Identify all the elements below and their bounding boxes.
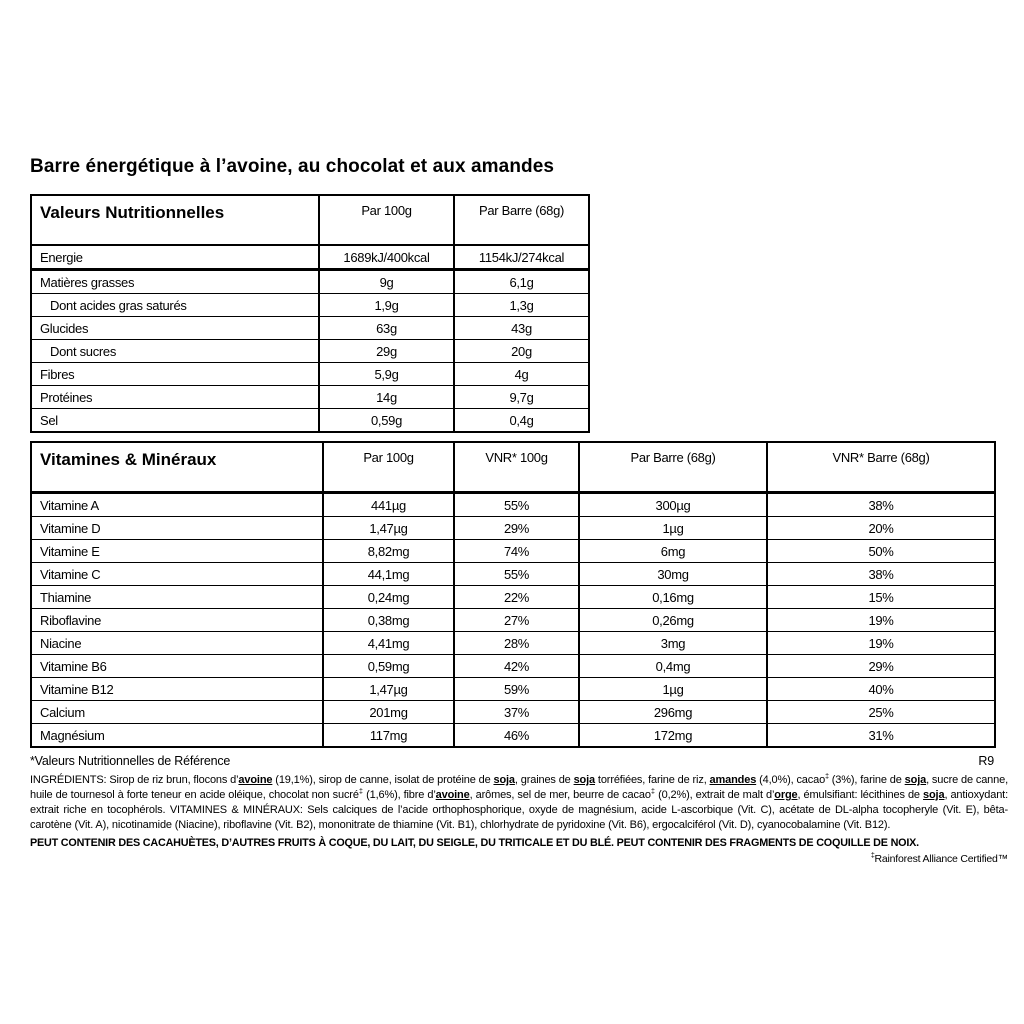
row-value: 0,59mg [323, 655, 454, 678]
allergen-ingredient: avoine [435, 789, 470, 801]
row-value: 74% [454, 540, 579, 563]
row-value: 1,47µg [323, 517, 454, 540]
allergen-ingredient: orge [774, 789, 798, 801]
table-title: Valeurs Nutritionnelles [31, 195, 319, 245]
column-header: Par 100g [319, 195, 454, 245]
allergen-ingredient: soja [904, 774, 927, 786]
row-value: 59% [454, 678, 579, 701]
text-segment: INGRÉDIENTS: Sirop de riz brun, flocons d’ [30, 774, 239, 786]
row-value: 117mg [323, 724, 454, 748]
vitamins-table-body [31, 493, 995, 748]
row-value: 9g [319, 270, 454, 294]
nutrition-table-body [31, 245, 589, 432]
row-value: 43g [454, 317, 589, 340]
allergen-ingredient: avoine [238, 774, 273, 786]
text-segment: (19,1%), sirop de canne, isolat de protéine de [272, 774, 494, 786]
row-value: 20g [454, 340, 589, 363]
row-label: Sel [31, 409, 319, 433]
allergen-ingredient: soja [573, 774, 595, 786]
row-value: 9,7g [454, 386, 589, 409]
row-value: 19% [767, 609, 995, 632]
ingredients-text [30, 773, 1008, 833]
row-value: 0,4g [454, 409, 589, 433]
column-header: VNR* 100g [454, 442, 579, 493]
table-row [31, 632, 995, 655]
row-label: Dont sucres [31, 340, 319, 363]
row-value: 0,38mg [323, 609, 454, 632]
row-label: Vitamine D [31, 517, 323, 540]
row-value: 1,47µg [323, 678, 454, 701]
column-header: Par 100g [323, 442, 454, 493]
row-value: 63g [319, 317, 454, 340]
row-value: 8,82mg [323, 540, 454, 563]
row-value: 6,1g [454, 270, 589, 294]
table-row [31, 586, 995, 609]
row-label: Riboflavine [31, 609, 323, 632]
row-value: 28% [454, 632, 579, 655]
row-value: 6mg [579, 540, 767, 563]
row-value: 1µg [579, 517, 767, 540]
text-segment: , sucre de canne, huile de tournesol à forte teneur en acide oléique, chocolat non sucré [30, 774, 1008, 801]
row-label: Glucides [31, 317, 319, 340]
table-title: Vitamines & Minéraux [31, 442, 323, 493]
text-segment: (3%), farine de [828, 774, 905, 786]
row-value: 38% [767, 563, 995, 586]
table-row [31, 340, 589, 363]
table-row [31, 317, 589, 340]
row-value: 46% [454, 724, 579, 748]
vitamins-minerals-table [30, 441, 996, 748]
row-label: Protéines [31, 386, 319, 409]
column-header: Par Barre (68g) [579, 442, 767, 493]
row-label: Magnésium [31, 724, 323, 748]
allergen-warning: PEUT CONTENIR DES CACAHUÈTES, D’AUTRES FRUITS À COQUE, DU LAIT, DU SEIGLE, DU TRITICALE ET DU BLÉ. PEUT CONTENIR DES FRAGMENTS DE COQUILLE DE NOIX. [30, 837, 919, 849]
text-segment: torréfiées, farine de riz, [595, 774, 710, 786]
table-row [31, 363, 589, 386]
text-segment: ‡ [870, 852, 875, 860]
row-value: 50% [767, 540, 995, 563]
row-value: 25% [767, 701, 995, 724]
row-label: Niacine [31, 632, 323, 655]
table-row [31, 294, 589, 317]
revision-code: R9 [978, 754, 994, 768]
row-value: 55% [454, 493, 579, 517]
row-value: 29% [767, 655, 995, 678]
row-value: 172mg [579, 724, 767, 748]
row-label: Calcium [31, 701, 323, 724]
row-label: Fibres [31, 363, 319, 386]
text-segment: , graines de [514, 774, 574, 786]
row-label: Vitamine A [31, 493, 323, 517]
table-row [31, 678, 995, 701]
table-row [31, 245, 589, 270]
row-label: Dont acides gras saturés [31, 294, 319, 317]
table-row [31, 517, 995, 540]
certification-note [30, 853, 1008, 865]
row-label: Thiamine [31, 586, 323, 609]
table-row [31, 724, 995, 748]
text-segment: ‡ [825, 773, 829, 781]
row-value: 37% [454, 701, 579, 724]
row-value: 0,24mg [323, 586, 454, 609]
row-value: 4,41mg [323, 632, 454, 655]
row-label: Vitamine C [31, 563, 323, 586]
text-segment: ‡ [358, 788, 363, 796]
row-value: 300µg [579, 493, 767, 517]
row-value: 3mg [579, 632, 767, 655]
text-segment: , antioxydant: extrait riche en tocophérols. VITAMINES & MINÉRAUX: Sels calciques de l’acide orthophosphorique, oxyde de magnésium, acide L-ascorbique (Vit. C), acétate de DL-alpha tocopheryle (Vit. E), bêta-carotène (Vit. A), nicotinamide (Niacine), riboflavine (Vit. B2), mononitrate de thiamine (Vit. B1), chlorhydrate de pyridoxine (Vit. B6), ergocalciférol (Vit. D), cyanocobalamine (Vit. B12). [30, 789, 1008, 831]
row-value: 296mg [579, 701, 767, 724]
table-row [31, 493, 995, 517]
header-row [31, 195, 589, 245]
row-value: 55% [454, 563, 579, 586]
text-segment: Rainforest Alliance Certified™ [874, 853, 1008, 865]
table-row [31, 655, 995, 678]
column-header: VNR* Barre (68g) [767, 442, 995, 493]
row-value: 42% [454, 655, 579, 678]
row-label: Vitamine B6 [31, 655, 323, 678]
row-value: 1,9g [319, 294, 454, 317]
text-segment: , arômes, sel de mer, beurre de cacao [469, 789, 651, 801]
table-row [31, 409, 589, 433]
row-label: Energie [31, 245, 319, 270]
row-value: 1µg [579, 678, 767, 701]
nutrition-table-header [31, 195, 589, 245]
row-label: Vitamine B12 [31, 678, 323, 701]
table-row [31, 563, 995, 586]
row-value: 29g [319, 340, 454, 363]
row-label: Matières grasses [31, 270, 319, 294]
row-value: 0,59g [319, 409, 454, 433]
column-header: Par Barre (68g) [454, 195, 589, 245]
allergen-ingredient: soja [923, 789, 945, 801]
text-segment: (0,2%), extrait de malt d’ [654, 789, 775, 801]
row-value: 38% [767, 493, 995, 517]
row-value: 1,3g [454, 294, 589, 317]
reference-footnote: *Valeurs Nutritionnelles de Référence [30, 754, 231, 768]
text-segment: (4,0%), cacao [756, 774, 826, 786]
row-value: 15% [767, 586, 995, 609]
row-value: 20% [767, 517, 995, 540]
text-segment: ‡ [650, 788, 655, 796]
text-segment: , émulsifiant: lécithines de [797, 789, 924, 801]
row-value: 0,4mg [579, 655, 767, 678]
row-value: 22% [454, 586, 579, 609]
text-segment: (1,6%), fibre d’ [362, 789, 436, 801]
row-value: 19% [767, 632, 995, 655]
row-value: 44,1mg [323, 563, 454, 586]
page-title: Barre énergétique à l’avoine, au chocolat et aux amandes [30, 156, 555, 177]
table-row [31, 609, 995, 632]
row-value: 5,9g [319, 363, 454, 386]
row-value: 40% [767, 678, 995, 701]
row-value: 1689kJ/400kcal [319, 245, 454, 270]
row-value: 0,16mg [579, 586, 767, 609]
row-value: 0,26mg [579, 609, 767, 632]
row-value: 14g [319, 386, 454, 409]
row-value: 31% [767, 724, 995, 748]
row-value: 1154kJ/274kcal [454, 245, 589, 270]
table-row [31, 270, 589, 294]
row-value: 441µg [323, 493, 454, 517]
row-value: 29% [454, 517, 579, 540]
table-row [31, 386, 589, 409]
allergen-ingredient: amandes [709, 774, 757, 786]
row-value: 27% [454, 609, 579, 632]
row-label: Vitamine E [31, 540, 323, 563]
table-row [31, 701, 995, 724]
nutrition-values-table [30, 194, 590, 433]
header-row [31, 442, 995, 493]
row-value: 201mg [323, 701, 454, 724]
table-row [31, 540, 995, 563]
row-value: 4g [454, 363, 589, 386]
vitamins-table-header [31, 442, 995, 493]
footnote-row [30, 754, 994, 768]
row-value: 30mg [579, 563, 767, 586]
allergen-ingredient: soja [493, 774, 515, 786]
